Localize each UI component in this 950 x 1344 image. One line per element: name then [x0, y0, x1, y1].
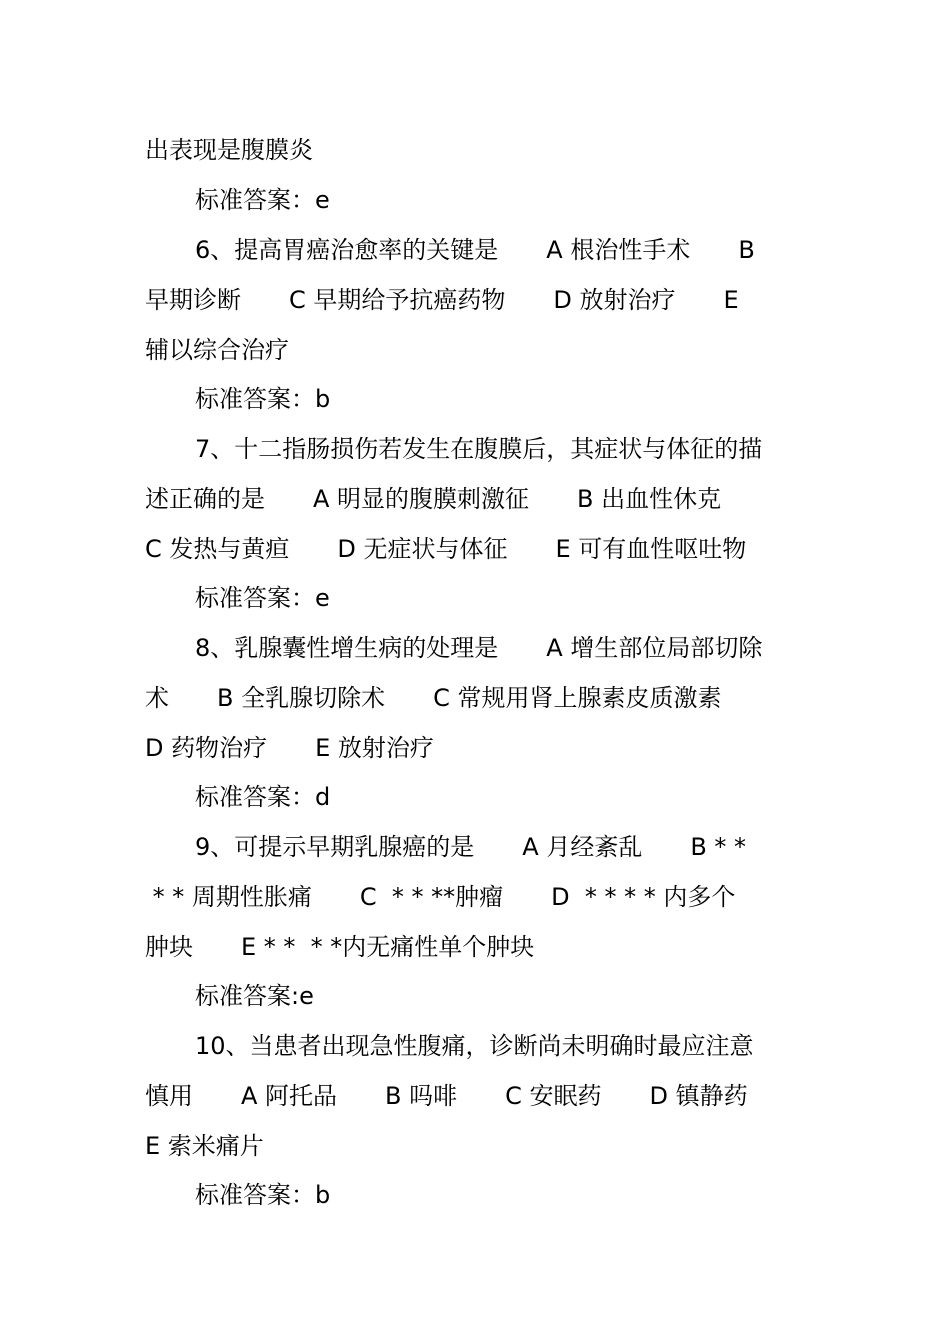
question-line: 6、提高胃癌治愈率的关键是 A 根治性手术 B	[195, 236, 755, 264]
question-line: 9、可提示早期乳腺癌的是 A 月经紊乱 B * *	[195, 833, 747, 861]
text-line: * * 周期性胀痛 C * * **肿瘤 D * * * * 内多个	[145, 883, 736, 911]
text-line: 出表现是腹膜炎	[145, 136, 313, 164]
text-line: 慎用 A 阿托品 B 吗啡 C 安眠药 D 镇静药	[145, 1082, 748, 1110]
answer-line: 标准答案:e	[195, 982, 314, 1010]
question-line: 7、十二指肠损伤若发生在腹膜后，其症状与体征的描	[195, 435, 763, 463]
answer-line: 标准答案：b	[195, 1181, 331, 1209]
text-line: E 索米痛片	[145, 1132, 264, 1160]
answer-line: 标准答案：b	[195, 385, 331, 413]
text-line: 述正确的是 A 明显的腹膜刺激征 B 出血性休克	[145, 485, 722, 513]
text-line: 辅以综合治疗	[145, 336, 289, 364]
question-line: 10、当患者出现急性腹痛，诊断尚未明确时最应注意	[195, 1032, 754, 1060]
text-line: 肿块 E * * * *内无痛性单个肿块	[145, 933, 535, 961]
answer-line: 标准答案：e	[195, 584, 330, 612]
text-line: 术 B 全乳腺切除术 C 常规用肾上腺素皮质激素	[145, 684, 722, 712]
answer-line: 标准答案：d	[195, 783, 331, 811]
text-line: C 发热与黄疸 D 无症状与体征 E 可有血性呕吐物	[145, 535, 747, 563]
text-line: 早期诊断 C 早期给予抗癌药物 D 放射治疗 E	[145, 286, 739, 314]
question-line: 8、乳腺囊性增生病的处理是 A 增生部位局部切除	[195, 634, 763, 662]
text-line: D 药物治疗 E 放射治疗	[145, 734, 434, 762]
answer-line: 标准答案：e	[195, 186, 330, 214]
